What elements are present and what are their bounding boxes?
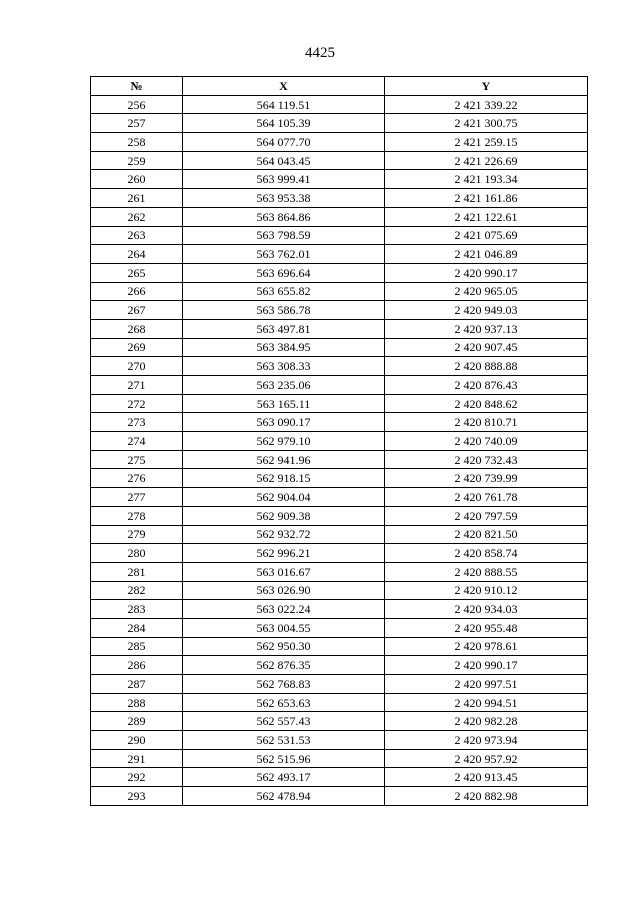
y-coordinate-cell: 2 420 949.03 (385, 301, 588, 320)
y-coordinate-cell: 2 420 934.03 (385, 600, 588, 619)
y-coordinate-cell: 2 420 761.78 (385, 488, 588, 507)
table-row (91, 637, 588, 656)
point-number-cell: 262 (91, 207, 183, 226)
x-coordinate-cell: 562 515.96 (183, 749, 385, 768)
point-number-cell: 258 (91, 133, 183, 152)
x-coordinate-cell: 563 798.59 (183, 226, 385, 245)
table-row (91, 338, 588, 357)
table-row (91, 207, 588, 226)
y-coordinate-cell: 2 420 990.17 (385, 656, 588, 675)
y-coordinate-cell: 2 420 810.71 (385, 413, 588, 432)
x-coordinate-cell: 563 762.01 (183, 245, 385, 264)
table-row (91, 469, 588, 488)
table-row (91, 562, 588, 581)
point-number-cell: 260 (91, 170, 183, 189)
x-coordinate-cell: 562 768.83 (183, 675, 385, 694)
point-number-cell: 272 (91, 394, 183, 413)
table-row (91, 394, 588, 413)
page-number: 4425 (305, 45, 335, 61)
point-number-cell: 274 (91, 432, 183, 451)
table-row (91, 114, 588, 133)
table-row (91, 768, 588, 787)
table-row (91, 600, 588, 619)
y-coordinate-cell: 2 420 740.09 (385, 432, 588, 451)
y-coordinate-cell: 2 421 259.15 (385, 133, 588, 152)
x-coordinate-cell: 562 653.63 (183, 693, 385, 712)
point-number-cell: 259 (91, 151, 183, 170)
y-coordinate-cell: 2 421 122.61 (385, 207, 588, 226)
table-row (91, 787, 588, 806)
x-coordinate-cell: 563 090.17 (183, 413, 385, 432)
point-number-cell: 265 (91, 263, 183, 282)
table-row (91, 432, 588, 451)
x-coordinate-cell: 562 918.15 (183, 469, 385, 488)
x-coordinate-cell: 562 950.30 (183, 637, 385, 656)
y-coordinate-cell: 2 420 937.13 (385, 319, 588, 338)
x-coordinate-cell: 563 016.67 (183, 562, 385, 581)
table-row (91, 525, 588, 544)
table-row (91, 544, 588, 563)
x-coordinate-cell: 563 022.24 (183, 600, 385, 619)
x-coordinate-cell: 564 077.70 (183, 133, 385, 152)
point-number-cell: 267 (91, 301, 183, 320)
table-row (91, 245, 588, 264)
table-row (91, 675, 588, 694)
point-number-cell: 283 (91, 600, 183, 619)
point-number-cell: 292 (91, 768, 183, 787)
x-coordinate-cell: 562 979.10 (183, 432, 385, 451)
point-number-cell: 280 (91, 544, 183, 563)
point-number-cell: 278 (91, 506, 183, 525)
x-coordinate-cell: 562 493.17 (183, 768, 385, 787)
table-row (91, 95, 588, 114)
x-coordinate-cell: 564 119.51 (183, 95, 385, 114)
point-number-cell: 286 (91, 656, 183, 675)
table-row (91, 712, 588, 731)
x-coordinate-cell: 562 478.94 (183, 787, 385, 806)
table-row (91, 189, 588, 208)
x-coordinate-cell: 563 999.41 (183, 170, 385, 189)
y-coordinate-cell: 2 420 978.61 (385, 637, 588, 656)
point-number-cell: 269 (91, 338, 183, 357)
x-coordinate-cell: 562 909.38 (183, 506, 385, 525)
point-number-cell: 279 (91, 525, 183, 544)
y-coordinate-cell: 2 420 797.59 (385, 506, 588, 525)
y-coordinate-cell: 2 421 300.75 (385, 114, 588, 133)
point-number-cell: 285 (91, 637, 183, 656)
point-number-cell: 276 (91, 469, 183, 488)
point-number-cell: 257 (91, 114, 183, 133)
table-row (91, 450, 588, 469)
table-row (91, 170, 588, 189)
x-coordinate-cell: 562 996.21 (183, 544, 385, 563)
x-coordinate-cell: 562 932.72 (183, 525, 385, 544)
point-number-cell: 268 (91, 319, 183, 338)
point-number-cell: 275 (91, 450, 183, 469)
y-coordinate-cell: 2 421 161.86 (385, 189, 588, 208)
header-number: № (91, 77, 183, 96)
table-row (91, 151, 588, 170)
y-coordinate-cell: 2 420 888.88 (385, 357, 588, 376)
y-coordinate-cell: 2 420 957.92 (385, 749, 588, 768)
point-number-cell: 287 (91, 675, 183, 694)
y-coordinate-cell: 2 420 821.50 (385, 525, 588, 544)
y-coordinate-cell: 2 420 955.48 (385, 618, 588, 637)
x-coordinate-cell: 562 941.96 (183, 450, 385, 469)
table-row (91, 376, 588, 395)
x-coordinate-cell: 563 696.64 (183, 263, 385, 282)
x-coordinate-cell: 563 235.06 (183, 376, 385, 395)
point-number-cell: 277 (91, 488, 183, 507)
y-coordinate-cell: 2 420 913.45 (385, 768, 588, 787)
point-number-cell: 290 (91, 731, 183, 750)
point-number-cell: 270 (91, 357, 183, 376)
table-row (91, 282, 588, 301)
y-coordinate-cell: 2 420 994.51 (385, 693, 588, 712)
y-coordinate-cell: 2 420 848.62 (385, 394, 588, 413)
table-row (91, 133, 588, 152)
table-row (91, 488, 588, 507)
point-number-cell: 288 (91, 693, 183, 712)
table-row (91, 618, 588, 637)
table-row (91, 656, 588, 675)
point-number-cell: 256 (91, 95, 183, 114)
y-coordinate-cell: 2 420 876.43 (385, 376, 588, 395)
y-coordinate-cell: 2 420 982.28 (385, 712, 588, 731)
y-coordinate-cell: 2 421 193.34 (385, 170, 588, 189)
x-coordinate-cell: 564 043.45 (183, 151, 385, 170)
header-y: Y (385, 77, 588, 96)
table-row (91, 749, 588, 768)
x-coordinate-cell: 562 904.04 (183, 488, 385, 507)
point-number-cell: 271 (91, 376, 183, 395)
table-row (91, 301, 588, 320)
x-coordinate-cell: 562 876.35 (183, 656, 385, 675)
x-coordinate-cell: 563 864.86 (183, 207, 385, 226)
x-coordinate-cell: 563 586.78 (183, 301, 385, 320)
point-number-cell: 293 (91, 787, 183, 806)
point-number-cell: 266 (91, 282, 183, 301)
point-number-cell: 281 (91, 562, 183, 581)
point-number-cell: 263 (91, 226, 183, 245)
x-coordinate-cell: 563 165.11 (183, 394, 385, 413)
y-coordinate-cell: 2 420 907.45 (385, 338, 588, 357)
table-body (91, 95, 588, 805)
x-coordinate-cell: 563 655.82 (183, 282, 385, 301)
y-coordinate-cell: 2 420 965.05 (385, 282, 588, 301)
table-row (91, 731, 588, 750)
point-number-cell: 284 (91, 618, 183, 637)
table-header (91, 77, 588, 96)
y-coordinate-cell: 2 421 226.69 (385, 151, 588, 170)
point-number-cell: 261 (91, 189, 183, 208)
y-coordinate-cell: 2 421 075.69 (385, 226, 588, 245)
y-coordinate-cell: 2 420 888.55 (385, 562, 588, 581)
x-coordinate-cell: 563 384.95 (183, 338, 385, 357)
header-x: X (183, 77, 385, 96)
x-coordinate-cell: 564 105.39 (183, 114, 385, 133)
table-row (91, 319, 588, 338)
y-coordinate-cell: 2 420 739.99 (385, 469, 588, 488)
y-coordinate-cell: 2 421 046.89 (385, 245, 588, 264)
point-number-cell: 291 (91, 749, 183, 768)
point-number-cell: 264 (91, 245, 183, 264)
y-coordinate-cell: 2 421 339.22 (385, 95, 588, 114)
y-coordinate-cell: 2 420 973.94 (385, 731, 588, 750)
table-row (91, 263, 588, 282)
y-coordinate-cell: 2 420 858.74 (385, 544, 588, 563)
y-coordinate-cell: 2 420 732.43 (385, 450, 588, 469)
x-coordinate-cell: 563 004.55 (183, 618, 385, 637)
x-coordinate-cell: 563 953.38 (183, 189, 385, 208)
y-coordinate-cell: 2 420 990.17 (385, 263, 588, 282)
x-coordinate-cell: 562 557.43 (183, 712, 385, 731)
x-coordinate-cell: 563 497.81 (183, 319, 385, 338)
table-row (91, 693, 588, 712)
y-coordinate-cell: 2 420 882.98 (385, 787, 588, 806)
table-row (91, 506, 588, 525)
point-number-cell: 289 (91, 712, 183, 731)
y-coordinate-cell: 2 420 997.51 (385, 675, 588, 694)
x-coordinate-cell: 562 531.53 (183, 731, 385, 750)
coordinates-table (90, 76, 588, 806)
x-coordinate-cell: 563 026.90 (183, 581, 385, 600)
table-row (91, 357, 588, 376)
table-row (91, 226, 588, 245)
x-coordinate-cell: 563 308.33 (183, 357, 385, 376)
header-row (91, 77, 588, 96)
point-number-cell: 273 (91, 413, 183, 432)
table-row (91, 581, 588, 600)
table-row (91, 413, 588, 432)
y-coordinate-cell: 2 420 910.12 (385, 581, 588, 600)
point-number-cell: 282 (91, 581, 183, 600)
